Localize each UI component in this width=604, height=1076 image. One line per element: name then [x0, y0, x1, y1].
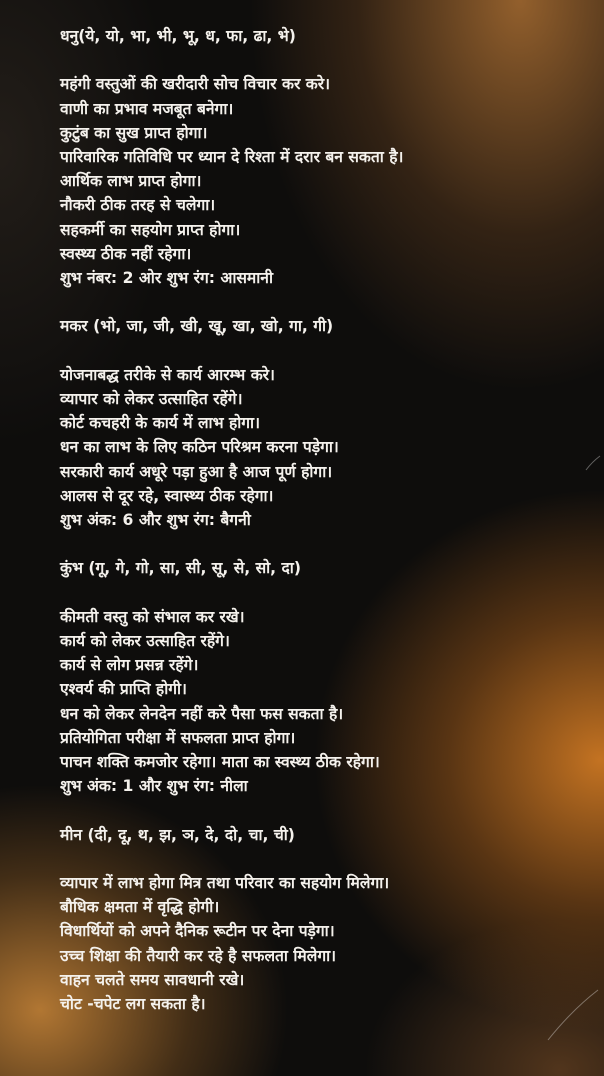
prediction-line: बौधिक क्षमता में वृद्धि होगी।: [60, 898, 220, 917]
prediction-line: कोर्ट कचहरी के कार्य में लाभ होगा।: [60, 414, 261, 433]
blank-line: [60, 48, 590, 72]
prediction-line: कुटुंब का सुख प्राप्त होगा।: [60, 123, 208, 142]
sign-section-kumbh: [60, 556, 590, 822]
sign-heading: कुंभ (गू, गे, गो, सा, सी, सू, से, सो, दा): [60, 559, 301, 578]
prediction-line: वाणी का प्रभाव मजबूत बनेगा।: [60, 99, 234, 118]
prediction-line: कीमती वस्तु को संभाल कर रखे।: [60, 607, 245, 626]
prediction-line: विधार्थियों को अपने दैनिक रूटीन पर देना पड़ेगा।: [60, 922, 335, 941]
lucky-line: शुभ नंबर: 2 ओर शुभ रंग: आसमानी: [60, 269, 273, 288]
sign-heading: धनु(ये, यो, भा, भी, भू, ध, फा, ढा, भे): [60, 27, 296, 45]
lucky-line: शुभ अंक: 6 और शुभ रंग: बैगनी: [60, 511, 251, 530]
prediction-line: नौकरी ठीक तरह से चलेगा।: [60, 196, 216, 215]
prediction-line: प्रतियोगिता परीक्षा में सफलता प्राप्त होगा।: [60, 728, 296, 747]
prediction-line: पाचन शक्ति कमजोर रहेगा। माता का स्वस्थ्य ठीक रहेगा।: [60, 753, 380, 772]
horoscope-text: [60, 24, 590, 1016]
prediction-line: एश्वर्य की प्राप्ति होगी।: [60, 680, 187, 699]
prediction-line: चोट -चपेट लग सकता है।: [60, 995, 206, 1014]
blank-line: [60, 290, 590, 314]
blank-line: [60, 339, 590, 363]
prediction-line: कार्य से लोग प्रसन्न रहेंगे।: [60, 656, 199, 675]
lucky-line: शुभ अंक: 1 और शुभ रंग: नीला: [60, 777, 248, 796]
prediction-line: महंगी वस्तुओं की खरीदारी सोच विचार कर करे।: [60, 75, 331, 94]
prediction-line: सहकर्मी का सहयोग प्राप्त होगा।: [60, 220, 241, 239]
prediction-line: पारिवारिक गतिविधि पर ध्यान दे रिश्ता में दरार बन सकता है।: [60, 148, 404, 166]
prediction-line: सरकारी कार्य अधूरे पड़ा हुआ है आज पूर्ण होगा।: [60, 462, 333, 481]
prediction-line: धन का लाभ के लिए कठिन परिश्रम करना पड़ेगा।: [60, 438, 339, 457]
blank-line: [60, 847, 590, 871]
prediction-line: योजनाबद्ध तरीके से कार्य आरम्भ करे।: [60, 365, 275, 384]
prediction-line: आर्थिक लाभ प्राप्त होगा।: [60, 172, 202, 191]
prediction-line: स्वस्थ्य ठीक नहीं रहेगा।: [60, 244, 192, 263]
prediction-line: आलस से दूर रहे, स्वास्थ्य ठीक रहेगा।: [60, 486, 274, 505]
blank-line: [60, 532, 590, 556]
blank-line: [60, 581, 590, 605]
prediction-line: उच्च शिक्षा की तैयारी कर रहे है सफलता मिलेगा।: [60, 946, 337, 965]
sign-heading: मकर (भो, जा, जी, खी, खू, खा, खो, गा, गी): [60, 317, 334, 336]
prediction-line: धन को लेकर लेनदेन नहीं करे पैसा फस सकता है।: [60, 704, 344, 723]
prediction-line: वाहन चलते समय सावधानी रखे।: [60, 970, 245, 989]
prediction-line: कार्य को लेकर उत्साहित रहेंगे।: [60, 632, 230, 650]
blank-line: [60, 798, 590, 822]
sign-heading: मीन (दी, दू, थ, झ, ञ, दे, दो, चा, ची): [60, 825, 295, 844]
prediction-line: व्यापार में लाभ होगा मित्र तथा परिवार का सहयोग मिलेगा।: [60, 874, 390, 892]
sign-section-meen: [60, 823, 590, 1017]
prediction-line: व्यापार को लेकर उत्साहित रहेंगे।: [60, 390, 243, 408]
sign-section-dhanu: [60, 24, 590, 314]
sign-section-makar: [60, 314, 590, 556]
